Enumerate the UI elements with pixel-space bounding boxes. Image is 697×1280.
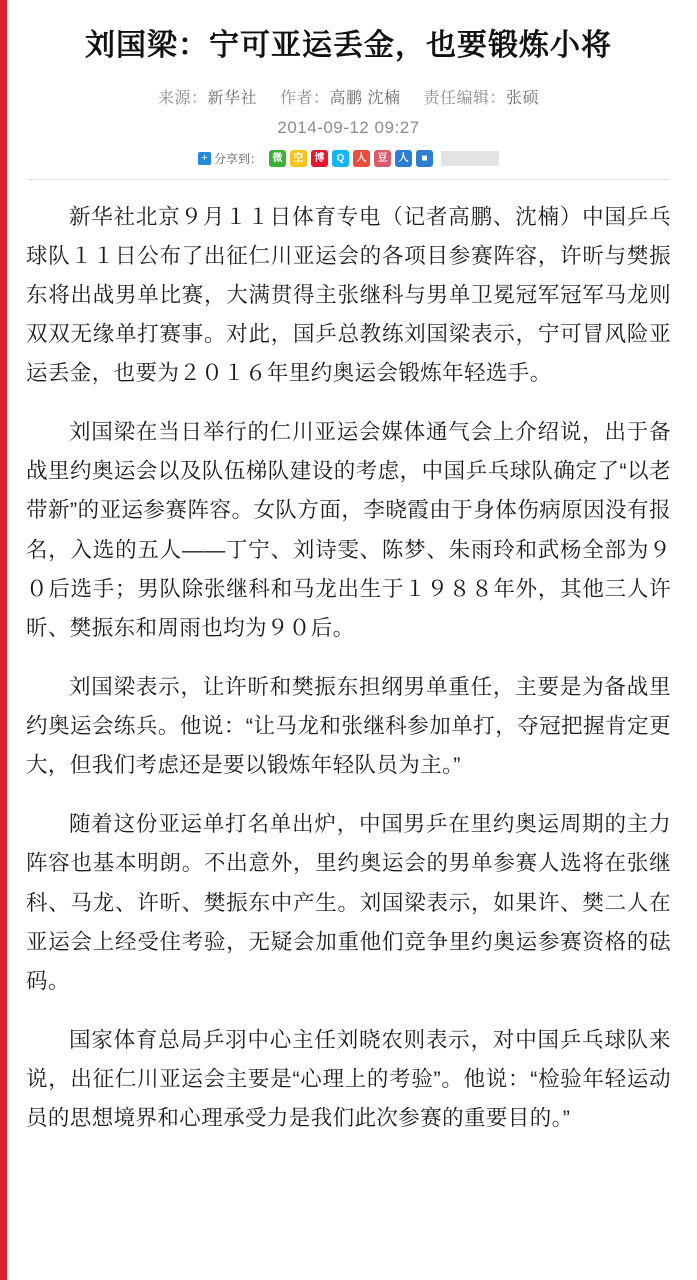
wechat-share-icon[interactable]: 微 [269,150,286,167]
meta-editor [423,85,539,108]
meta-source [158,85,257,108]
left-accent-bar [0,0,7,1280]
douban-share-icon[interactable]: 豆 [374,150,391,167]
meta-source-value: 新华社 [207,89,258,107]
renren-share-icon[interactable]: 人 [353,150,370,167]
article-paragraph: 随着这份亚运单打名单出炉，中国男乒在里约奥运周期的主力阵容也基本明朗。不出意外，里约奥运会的男单参赛人选将在张继科、马龙、许昕、樊振东中产生。刘国梁表示，如果许、樊二人在亚运会上经受住考验，无疑会加重他们竞争里约奥运参赛资格的砝码。 [26,812,671,993]
meta-author-value: 高鹏 沈楠 [329,89,401,107]
qzone-share-icon[interactable]: 空 [290,150,307,167]
more-share-icon[interactable]: ■ [416,150,433,167]
weibo-share-icon[interactable]: 博 [311,150,328,167]
article-paragraph: 刘国梁在当日举行的仁川亚运会媒体通气会上介绍说，出于备战里约奥运会以及队伍梯队建设的考虑，中国乒乓球队确定了“以老带新”的亚运参赛阵容。女队方面，李晓霞由于身体伤病原因没有报名，入选的五人——丁宁、刘诗雯、陈梦、朱雨玲和武杨全部为９０后选手；男队除张继科和马龙出生于１９８８年外，其他三人许昕、樊振东和周雨也均为９０后。 [26,420,671,640]
article-paragraph: 新华社北京９月１１日体育专电（记者高鹏、沈楠）中国乒乓球队１１日公布了出征仁川亚运会的各项目参赛阵容，许昕与樊振东将出战男单比赛，大满贯得主张继科与男单卫冕冠军冠军马龙则双双无缘单打赛事。对此，国乒总教练刘国梁表示，宁可冒风险亚运丢金，也要为２０１６年里约奥运会锻炼年轻选手。 [26,204,671,385]
article-header [0,0,697,180]
page-title: 刘国梁：宁可亚运丢金，也要锻炼小将 [85,29,612,62]
article-body [0,188,697,1189]
qq-share-icon[interactable]: Q [332,150,349,167]
article-paragraph: 国家体育总局乒羽中心主任刘晓农则表示，对中国乒乓球队来说，出征仁川亚运会主要是“心理上的考验”。他说：“检验年轻运动员的思想境界和心理承受力是我们此次参赛的重要目的。” [26,1027,671,1131]
share-bar [28,150,669,179]
article-meta [28,85,669,108]
share-plus-icon: + [198,152,211,165]
header-divider [28,179,669,180]
share-label-text: 分享到： [213,151,262,166]
share-placeholder [441,151,499,166]
meta-source-label: 来源： [158,89,208,107]
meta-editor-value: 张硕 [505,89,539,107]
article-paragraph: 刘国梁表示，让许昕和樊振东担纲男单重任，主要是为备战里约奥运会练兵。他说：“让马龙和张继科参加单打，夺冠把握肯定更大，但我们考虑还是要以锻炼年轻队员为主。” [26,674,671,778]
publish-timestamp: 2014-09-12 09:27 [277,117,420,137]
meta-author-label: 作者： [280,89,330,107]
meta-editor-label: 责任编辑： [423,89,506,107]
kaixin-share-icon[interactable]: 人 [395,150,412,167]
meta-author [280,85,400,108]
share-label [198,150,262,167]
